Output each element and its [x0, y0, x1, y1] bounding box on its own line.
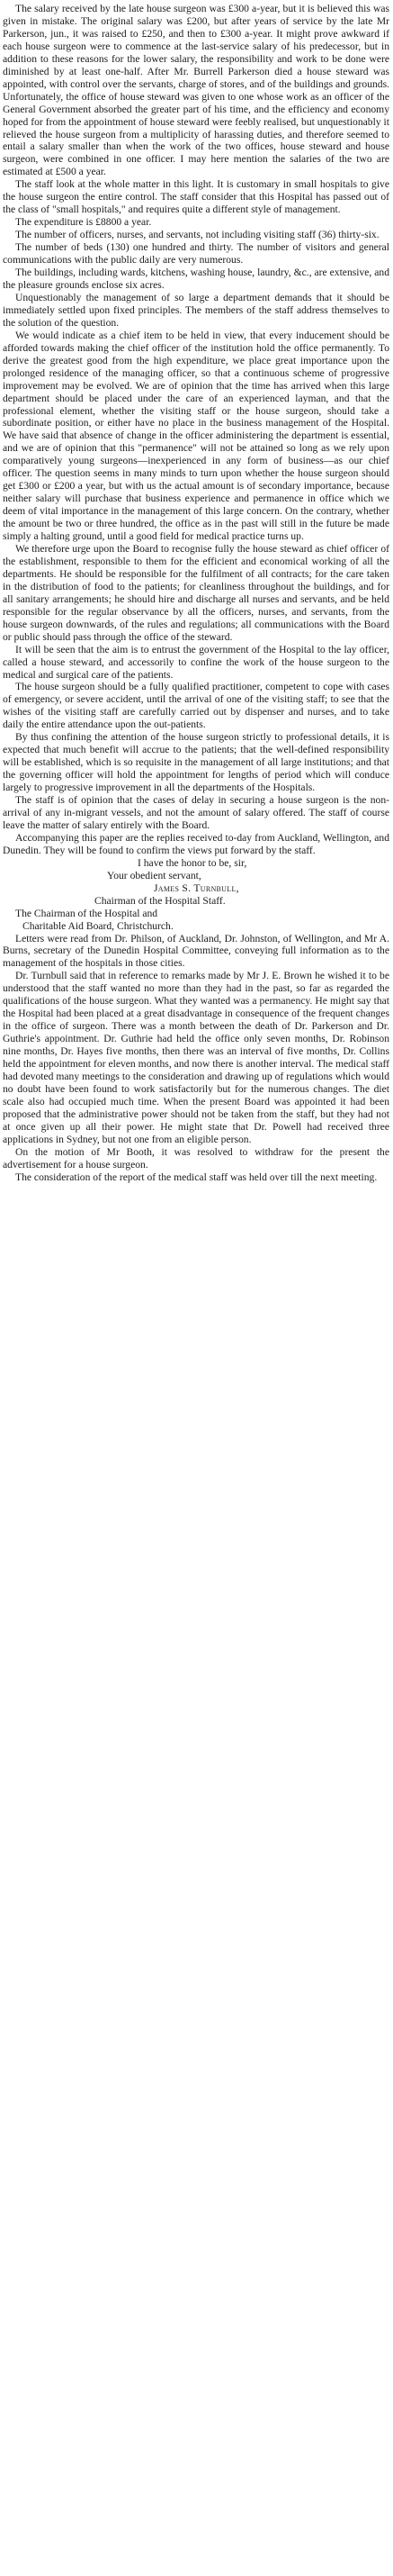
paragraph-staff-view: The staff look at the whole matter in this light. It is customary in small hospitals to give the house surgeon the entire control. The staff consider that this Hospital has passed out of the class of "small hospitals," and requires quite a different style of management. [3, 178, 389, 216]
signature-title: Chairman of the Hospital Staff. [94, 894, 226, 907]
paragraph-held-over: The consideration of the report of the medical staff was held over till the next meeting. [15, 1170, 378, 1183]
paragraph-delay: The staff is of opinion that the cases of delay in securing a house surgeon is the non-arrival of any in-migrant vessels, and not the amount of salary offered. The staff of course leave the matter of salary entirely with the Board. [3, 794, 389, 831]
paragraph-buildings: The buildings, including wards, kitchens, washing house, laundry, &c., are extensive, and the pleasure grounds enclose six acres. [3, 267, 389, 291]
paragraph-management: Unquestionably the management of so large a department demands that it should be immediately settled upon fixed principles. The members of the staff address themselves to the solution of the question. [3, 291, 389, 329]
signature-name: James S. Turnbull, [154, 881, 239, 894]
report-body [3, 3, 389, 857]
paragraph-beds: The number of beds (130) one hundred and thirty. The number of visitors and general communications with the public daily are very numerous. [3, 241, 389, 267]
newspaper-column [3, 3, 389, 2572]
paragraph-officers-count: The number of officers, nurses, and servants, not including visiting staff (36) thirty-six. [15, 229, 380, 241]
signature-addressee-org: Charitable Aid Board, Christchurch. [22, 919, 174, 932]
paragraph-motion: On the motion of Mr Booth, it was resolved to withdraw for the present the advertisement for a house surgeon. [3, 1145, 389, 1170]
paragraph-expenditure: The expenditure is £8800 a year. [15, 216, 152, 229]
signature-closing: I have the honor to be, sir, [138, 856, 247, 869]
paragraph-salary-history: The salary received by the late house surgeon was £300 a-year, but it is believed this was given in mistake. The original salary was £200, but after years of service by the late Mr Parkerson, jun., it was raised to £250, and then to £300 a-year. It might prove awkward if each house surgeon were to commence at the last-service salary of his predecessor, but in addition to these reasons for the lower salary, the responsibility and work to be done were diminished by at least one-half. After Mr. Burrell Parkerson died a house steward was appointed, with control over the servants, charge of stores, and of the buildings and grounds. Unfortunately, the office of house steward was given to one whose work as an officer of the General Government absorbed the greater part of his time, and the efficiency and economy hoped for from the appointment of house steward were feebly realised, but unquestionably it relieved the house surgeon from a multiplicity of harassing duties, and therefore seemed to entail a salary smaller than when the work of the two offices, house steward and house surgeon, were combined in one officer. I may here mention the salaries of the two are estimated at £500 a year. [3, 3, 389, 178]
signature-servant: Your obedient servant, [107, 869, 201, 881]
signature-block [3, 857, 389, 933]
meeting-proceedings [3, 933, 389, 1184]
paragraph-replies: Accompanying this paper are the replies received to-day from Auckland, Wellington, and Dunedin. They will be found to confirm the views put forward by the staff. [3, 831, 389, 856]
paragraph-house-steward: We therefore urge upon the Board to recognise fully the house steward as chief officer of the establishment, responsible to them for the efficient and economical working of all the departments. He should be responsible for the fulfilment of all contracts; for the care taken in the distribution of food to the patients; for cleanliness throughout the buildings, and for all sanitary arrangements; he should hire and discharge all nurses and servants, and be held responsible for the regular observance by all the officers, nurses, and servants, from the house surgeon downwards, of the rules and regulations; all communications with the Board or public should pass through the office of the steward. [3, 542, 389, 643]
paragraph-house-surgeon-duties: The house surgeon should be a fully qualified practitioner, competent to cope with cases of emergency, or severe accident, until the arrival of one of the visiting staff; to see that the wishes of the visiting staff are carefully carried out by dispenser and nurses, and to take daily the entire attendance upon the out-patients. [3, 681, 389, 731]
paragraph-lay-officer: It will be seen that the aim is to entrust the government of the Hospital to the lay officer, called a house steward, and accessorily to confine the work of the house surgeon to the medical and surgical care of the patients. [3, 643, 389, 681]
signature-addressee: The Chairman of the Hospital and [15, 907, 158, 919]
paragraph-turnbull-remarks: Dr. Turnbull said that in reference to remarks made by Mr J. E. Brown he wished it to be understood that the staff wanted no more than they had in the past, so far as regarded the qualifications of the house surgeon. What they wanted was a permanency. He might say that the Hospital had been placed at a great disadvantage in consequence of the frequent changes in the office of surgeon. There was a month between the death of Dr. Parkerson and Dr. Guthrie's appointment. Dr. Guthrie had held the office only seven months, Dr. Robinson nine months, Dr. Hayes five months, then there was an interval of five months, Dr. Collins held the appointment for eleven months, and now there is another interval. The medical staff had devoted many meetings to the consideration and drawing up of regulations which would no doubt have been found to work satisfactorily but for the numerous changes. The diet scale also had occupied much time. When the present Board was appointed it had been proposed that the administrative power should not be taken from the staff, but they had not at once given up all their power. He might state that Dr. Powell had received three applications in Sydney, but not one from an eligible person. [3, 970, 389, 1145]
paragraph-letters-read: Letters were read from Dr. Philson, of Auckland, Dr. Johnston, of Wellington, and Mr A. Burns, secretary of the Dunedin Hospital Committee, conveying full information as to the management of the hospitals in those cities. [3, 932, 389, 970]
paragraph-professional-details: By thus confining the attention of the house surgeon strictly to professional details, it is expected that much benefit will accrue to the patients; that the well-defined responsibility will be established, which is so requisite in the management of all large institutions; and that the governing officer will hold the appointment for lengths of period which will conduce largely to progressive improvement in all the departments of the Hospitals. [3, 731, 389, 794]
paragraph-chief-officer: We would indicate as a chief item to be held in view, that every inducement should be afforded towards making the chief officer of the institution hold the office permanently. To derive the greatest good from the high expenditure, we place great importance upon the prolonged residence of the managing officer, so that a continuous scheme of progressive improvement may be evolved. We are of opinion that the time has arrived when this large department should be placed under the care of an experienced layman, and that the professional element, whether the visiting staff or the house surgeon, should take a subordinate position, or either have no place in the business management of the Hospital. We have said that absence of change in the officer administering the department is essential, and we are of opinion that this "permanence" will not be attained so long as we rely upon comparatively young surgeons—inexperienced in any form of business—as our chief officer. The question seems in many minds to turn upon whether the house surgeon should get £300 or £200 a year, but with us the actual amount is of secondary importance, because neither salary will purchase that business experience and permanence in office which we deem of vital importance in the management of this large concern. On the contrary, whether the amount be two or three hundred, the office as in the past will still in the future be made simply a halting ground, until a good field for medical practice turns up. [3, 329, 389, 543]
